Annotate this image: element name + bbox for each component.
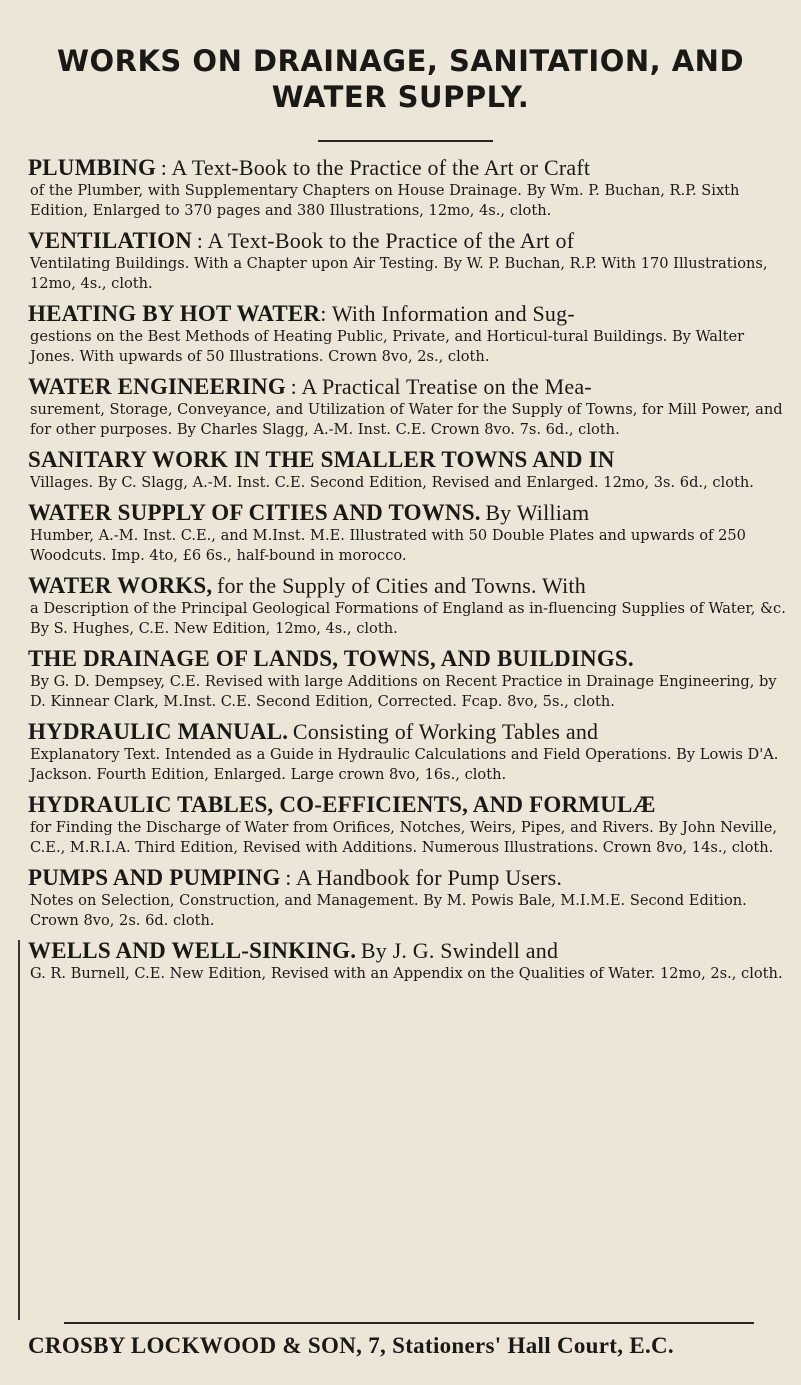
entry-heading: HEATING BY HOT WATER: [28, 301, 321, 326]
entry-heading: THE DRAINAGE OF LANDS, TOWNS, AND BUILDINGS.: [28, 646, 634, 671]
book-entry-water-engineering: [28, 374, 788, 440]
entry-lead: : A Text-Book to the Practice of the Art of: [196, 228, 575, 253]
entry-body: gestions on the Best Methods of Heating Public, Private, and Horticul-tural Buildings. By Walter Jones. With upwards of 50 Illustrations. Crown 8vo, 2s., cloth.: [30, 328, 745, 365]
entry-body: Ventilating Buildings. With a Chapter upon Air Testing. By W. P. Buchan, R.P. With 170 Illustrations, 12mo, 4s., cloth.: [30, 255, 768, 292]
entry-body: Humber, A.-M. Inst. C.E., and M.Inst. M.E. Illustrated with 50 Double Plates and upwards of 250 Woodcuts. Imp. 4to, £6 6s., half-bound in morocco.: [30, 527, 746, 564]
entry-lead: : A Practical Treatise on the Mea-: [290, 374, 592, 399]
book-entry-hydraulic-tables: [28, 792, 788, 858]
entry-heading: HYDRAULIC MANUAL.: [28, 719, 289, 744]
entry-heading: WATER SUPPLY OF CITIES AND TOWNS.: [28, 500, 481, 525]
entry-body: Villages. By C. Slagg, A.-M. Inst. C.E. Second Edition, Revised and Enlarged. 12mo, 3s. 6d., cloth.: [30, 474, 754, 491]
page-title-line-1: WORKS ON DRAINAGE, SANITATION, AND: [56, 44, 745, 78]
entry-heading: PLUMBING: [28, 155, 157, 180]
book-entry-wells: [28, 938, 788, 984]
entry-heading: HYDRAULIC TABLES, CO-EFFICIENTS, AND FORMULÆ: [28, 792, 656, 817]
entry-body: Explanatory Text. Intended as a Guide in Hydraulic Calculations and Field Operations. By Lowis D'A. Jackson. Fourth Edition, Enlarged. Large crown 8vo, 16s., cloth.: [30, 746, 779, 783]
publisher-address: 7, Stationers' Hall Court, E.C.: [368, 1333, 674, 1358]
page-title-line-2: WATER SUPPLY.: [271, 80, 530, 114]
book-entry-heating: [28, 301, 788, 367]
entry-heading: VENTILATION: [28, 228, 193, 253]
book-entry-water-supply: [28, 500, 788, 566]
entry-lead: : A Text-Book to the Practice of the Art or Craft: [160, 155, 591, 180]
entry-heading: WATER WORKS,: [28, 573, 213, 598]
book-entry-ventilation: [28, 228, 788, 294]
entry-body: for Finding the Discharge of Water from Orifices, Notches, Weirs, Pipes, and Rivers. By John Neville, C.E., M.R.I.A. Third Edition, Revised with Additions. Numerous Illustrations. Crown 8vo, 14s., cloth.: [30, 819, 778, 856]
entry-body: Notes on Selection, Construction, and Management. By M. Powis Bale, M.I.M.E. Second Edition. Crown 8vo, 2s. 6d. cloth.: [30, 892, 747, 929]
entry-body: surement, Storage, Conveyance, and Utilization of Water for the Supply of Towns, for Mill Power, and for other purposes. By Charles Slagg, A.-M. Inst. C.E. Crown 8vo. 7s. 6d., cloth.: [30, 401, 783, 438]
entry-lead: : A Handbook for Pump Users.: [285, 865, 563, 890]
title-divider: [318, 140, 493, 142]
entry-lead: for the Supply of Cities and Towns. With: [216, 573, 586, 598]
entry-lead: By William: [485, 500, 590, 525]
entry-heading: PUMPS AND PUMPING: [28, 865, 281, 890]
entry-body: a Description of the Principal Geological Formations of England as in-fluencing Supplies of Water, &c. By S. Hughes, C.E. New Edition, 12mo, 4s., cloth.: [30, 600, 786, 637]
book-entry-drainage: [28, 646, 788, 712]
entry-lead: By J. G. Swindell and: [360, 938, 559, 963]
book-entry-water-works: [28, 573, 788, 639]
publisher-name: CROSBY LOCKWOOD & SON,: [28, 1333, 363, 1358]
book-list: [28, 155, 788, 994]
margin-rule: [18, 940, 20, 1320]
entry-heading: WELLS AND WELL-SINKING.: [28, 938, 357, 963]
book-entry-hydraulic-manual: [28, 719, 788, 785]
book-entry-sanitary-work: [28, 447, 788, 493]
entry-body: of the Plumber, with Supplementary Chapters on House Drainage. By Wm. P. Buchan, R.P. Sixth Edition, Enlarged to 370 pages and 380 Illustrations, 12mo, 4s., cloth.: [30, 182, 740, 219]
entry-body: By G. D. Dempsey, C.E. Revised with large Additions on Recent Practice in Drainage Engineering, by D. Kinnear Clark, M.Inst. C.E. Second Edition, Corrected. Fcap. 8vo, 5s., cloth.: [30, 673, 777, 710]
entry-lead: : With Information and Sug-: [320, 301, 575, 326]
footer-divider: [64, 1322, 754, 1324]
entry-body: G. R. Burnell, C.E. New Edition, Revised with an Appendix on the Qualities of Water. 12mo, 2s., cloth.: [30, 965, 783, 982]
book-entry-pumps: [28, 865, 788, 931]
publisher-imprint: [28, 1333, 798, 1359]
entry-lead: Consisting of Working Tables and: [292, 719, 599, 744]
entry-heading: WATER ENGINEERING: [28, 374, 286, 399]
entry-heading: SANITARY WORK IN THE SMALLER TOWNS AND IN: [28, 447, 615, 472]
book-entry-plumbing: [28, 155, 788, 221]
